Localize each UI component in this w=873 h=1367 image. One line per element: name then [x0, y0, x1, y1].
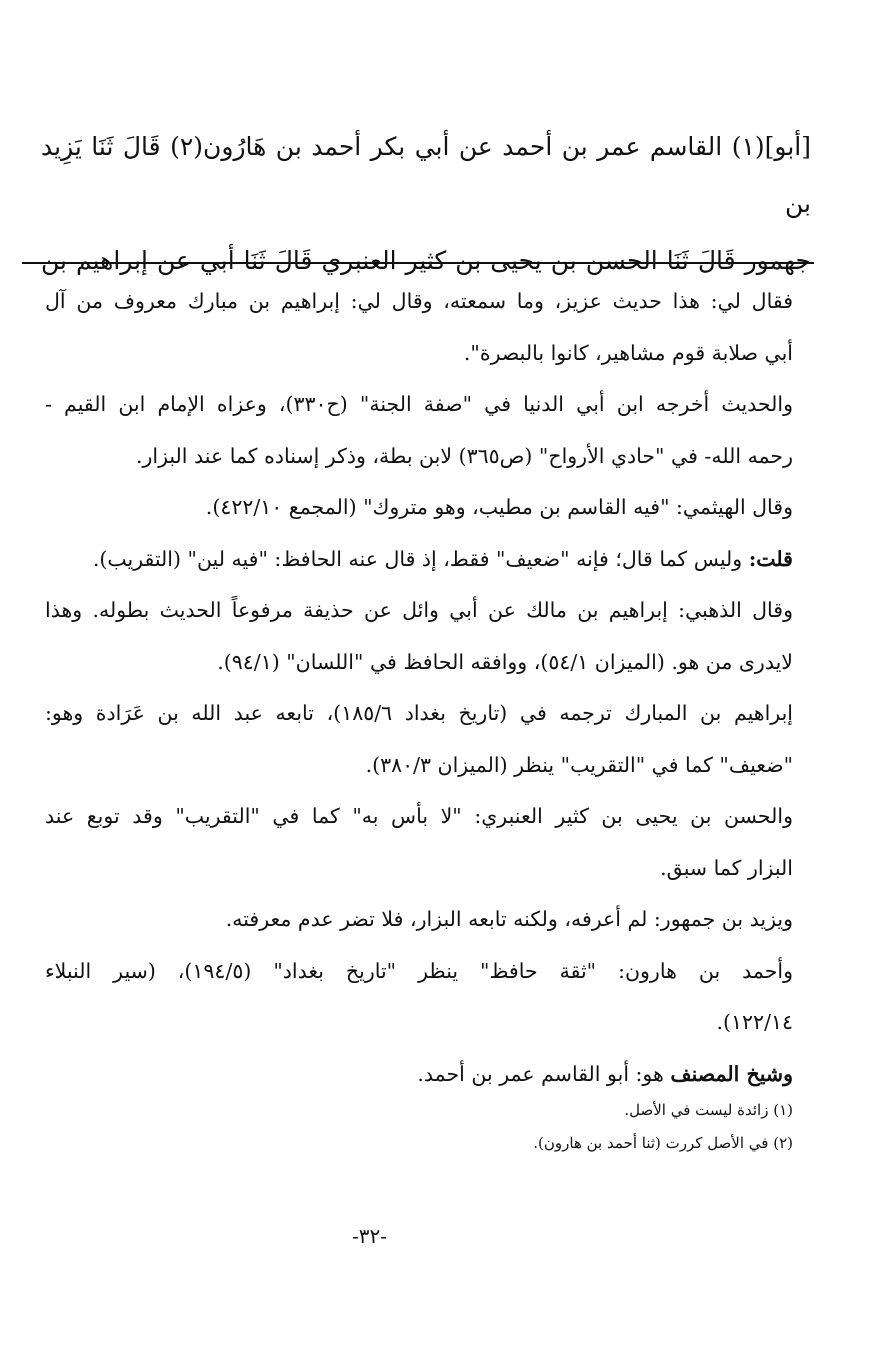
commentary-line [45, 1049, 793, 1101]
commentary-line: "ضعيف" كما في "التقريب" ينظر (الميزان ٣٨٠/٣). [365, 752, 793, 777]
footnote-1: (١) زائدة ليست في الأصل. [624, 1101, 793, 1119]
main-text-line: [أبو](١) القاسم عمر بن أحمد عن أبي بكر أحمد بن هَارُون(٢) قَالَ ثَنَا يَزِيد بن [41, 132, 811, 218]
commentary-line: رحمه الله- في "حادي الأرواح" (ص٣٦٥) لابن بطة، وذكر إسناده كما عند البزار. [135, 443, 793, 468]
commentary-line: أبي صلابة قوم مشاهير، كانوا بالبصرة". [463, 340, 793, 365]
commentary-line-text: هو: أبو القاسم عمر بن أحمد. [417, 1061, 664, 1086]
commentary-line: وأحمد بن هارون: "ثقة حافظ" ينظر "تاريخ بغداد" (١٩٤/٥)، (سير النبلاء [45, 958, 793, 983]
commentary-line: البزار كما سبق. [660, 855, 793, 880]
commentary-line: إبراهيم بن المبارك ترجمه في (تاريخ بغداد ١٨٥/٦)، تابعه عبد الله بن عَرَادة وهو: [45, 701, 793, 725]
footnotes [45, 1094, 793, 1160]
qult-label: قلت: [748, 546, 793, 571]
commentary-line: والحسن بن يحيى بن كثير العنبري: "لا بأس به" كما في "التقريب" وقد توبع عند [45, 804, 793, 828]
main-text-line: جهمور قَالَ ثَنَا الحسن بن يحيى بن كثير العنبري قَالَ ثَنَا أبي عن إبراهيم بن [41, 246, 811, 275]
commentary-line: وقال الهيثمي: "فيه القاسم بن مطيب، وهو متروك" (المجمع ٤٢٢/١٠). [205, 495, 793, 519]
commentary-line: والحديث أخرجه ابن أبي الدنيا في "صفة الجنة" (ح٣٣٠)، وعزاه الإمام ابن القيم - [45, 392, 793, 416]
commentary-line [45, 534, 793, 586]
footnote-divider [22, 262, 814, 264]
footnote-2: (٢) في الأصل كررت (ثنا أحمد بن هارون). [533, 1134, 793, 1152]
commentary-line-text: وليس كما قال؛ فإنه "ضعيف" فقط، إذ قال عنه الحافظ: "فيه لين" (التقريب). [92, 546, 743, 571]
page-number: -٣٢- [351, 1224, 387, 1248]
shaykh-label: وشيخ المصنف [670, 1061, 793, 1086]
commentary-line: ١٢٢/١٤). [716, 1010, 793, 1034]
commentary-section [45, 276, 793, 1100]
commentary-line: فقال لي: هذا حديث عزيز، وما سمعته، وقال لي: إبراهيم بن مبارك معروف من آل [45, 289, 793, 313]
commentary-line: لايدرى من هو. (الميزان ٥٤/١)، ووافقه الحافظ في "اللسان" (٩٤/١). [217, 649, 793, 674]
commentary-line: وقال الذهبي: إبراهيم بن مالك عن أبي وائل عن حذيفة مرفوعاً الحديث بطوله. وهذا [45, 598, 793, 622]
commentary-line: ويزيد بن جمهور: لم أعرفه، ولكنه تابعه البزار، فلا تضر عدم معرفته. [225, 907, 793, 931]
